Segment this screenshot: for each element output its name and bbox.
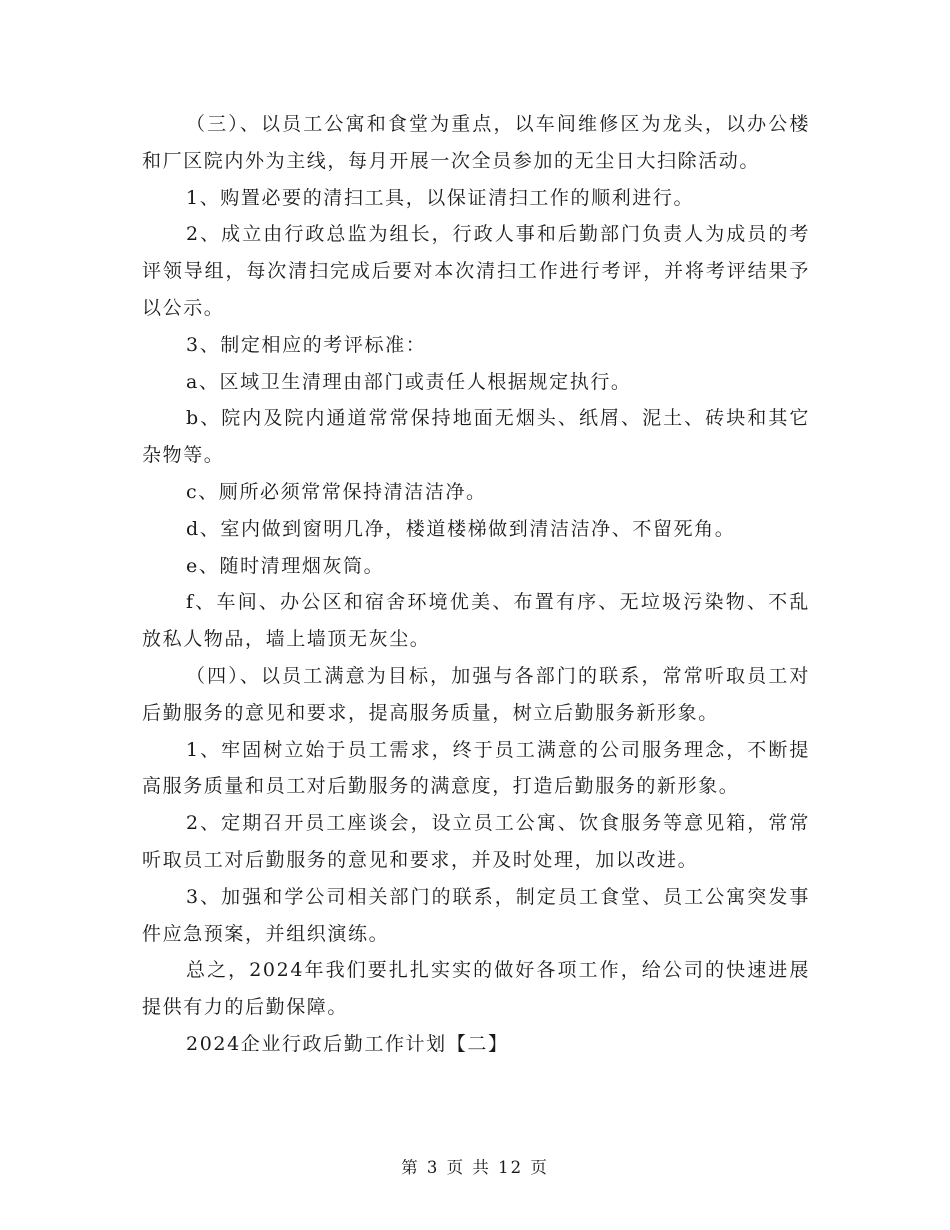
paragraph-item-1: 1、购置必要的清扫工具，以保证清扫工作的顺利进行。 (186, 186, 695, 209)
paragraph-item-2: 2、成立由行政总监为组长，行政人事和后勤部门负责人为成员的考评领导组，每次清扫完成后要对本次清扫工作进行考评，并将考评结果予以公示。 (142, 223, 810, 319)
paragraph-section-4-item-3: 3、加强和学公司相关部门的联系，制定员工食堂、员工公寓突发事件应急预案，并组织演练。 (142, 885, 810, 945)
paragraph-item-3: 3、制定相应的考评标准： (186, 333, 427, 356)
paragraph-item-e: e、随时清理烟灰筒。 (186, 554, 385, 577)
page-number-footer: 第 3 页 共 12 页 (401, 1158, 549, 1177)
paragraph-section-4-heading: （四）、以员工满意为目标，加强与各部门的联系，常常听取员工对后勤服务的意见和要求，提高服务质量，树立后勤服务新形象。 (142, 664, 810, 724)
paragraph-item-a: a、区域卫生清理由部门或责任人根据规定执行。 (186, 370, 632, 393)
paragraph-section-4-item-1: 1、牢固树立始于员工需求，终于员工满意的公司服务理念，不断提高服务质量和员工对后勤服务的满意度，打造后勤服务的新形象。 (142, 738, 810, 798)
paragraph-item-c: c、厕所必须常常保持清洁洁净。 (186, 480, 487, 503)
document-body (142, 106, 810, 1063)
next-plan-title: 2024企业行政后勤工作计划【二】 (186, 1032, 509, 1055)
paragraph-item-f: f、车间、办公区和宿舍环境优美、布置有序、无垃圾污染物、不乱放私人物品，墙上墙顶无灰尘。 (142, 591, 810, 651)
paragraph-summary: 总之，2024年我们要扎扎实实的做好各项工作，给公司的快速进展提供有力的后勤保障。 (142, 959, 810, 1019)
paragraph-item-d: d、室内做到窗明几净，楼道楼梯做到清洁洁净、不留死角。 (186, 517, 736, 540)
paragraph-section-4-item-2: 2、定期召开员工座谈会，设立员工公寓、饮食服务等意见箱，常常听取员工对后勤服务的意见和要求，并及时处理，加以改进。 (142, 812, 810, 871)
paragraph-section-3-heading: （三）、以员工公寓和食堂为重点，以车间维修区为龙头，以办公楼和厂区院内外为主线，每月开展一次全员参加的无尘日大扫除活动。 (142, 113, 810, 172)
paragraph-item-b: b、院内及院内通道常常保持地面无烟头、纸屑、泥土、砖块和其它杂物等。 (142, 407, 810, 467)
